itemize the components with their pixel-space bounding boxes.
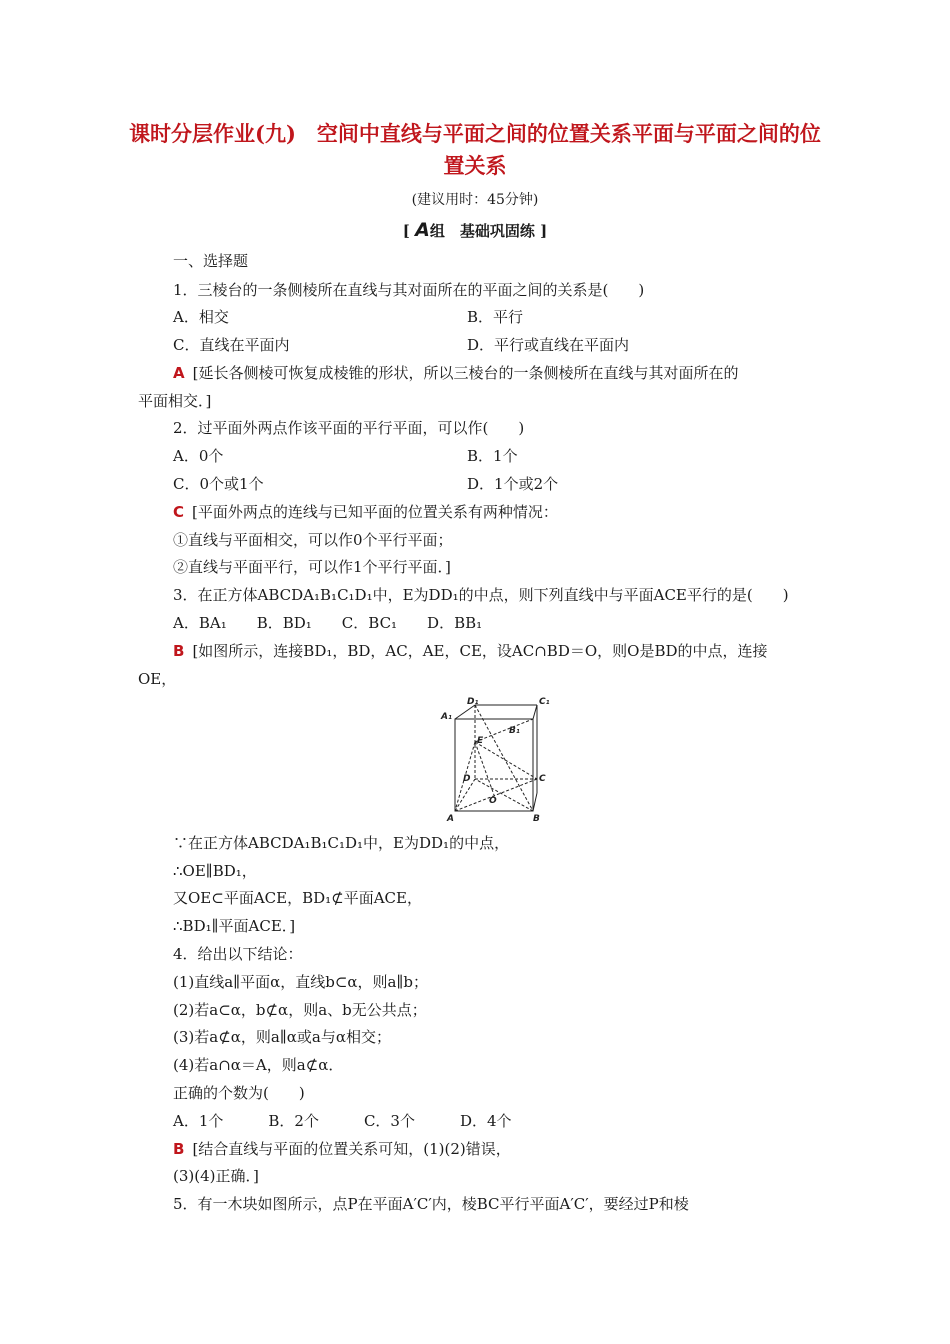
group-text: 组 基础巩固练 [429,222,535,240]
group-heading [0,219,950,241]
q4-explanation [173,1139,511,1159]
label-b1: B₁ [509,726,520,736]
label-b: B [533,814,540,823]
q4-options: A．1个 B．2个 C．3个 D．4个 [173,1112,512,1130]
q3-answer: B [173,642,185,660]
q2-option-a: A．0个 [173,447,224,465]
page-title: 课时分层作业(九) 空间中直线与平面之间的位置关系平面与平面之间的位置关系 [129,121,821,178]
q2-explanation [173,502,558,522]
q2-expl-line2: ①直线与平面相交，可以作0个平行平面； [173,531,453,549]
q3-proof-line3: 又OE⊂平面ACE，BD₁⊄平面ACE， [173,889,422,907]
cube-figure [437,697,557,823]
q1-option-d: D．平行或直线在平面内 [467,336,630,354]
q1-expl-line2: 平面相交．] [138,392,212,410]
q4-statement-4: (4)若a∩α＝A，则a⊄α． [173,1056,344,1074]
q5-stem: 5．有一木块如图所示，点P在平面A′C′内，棱BC平行平面A′C′，要经过P和棱 [173,1195,689,1213]
label-e: E [477,736,484,746]
q4-question: 正确的个数为( ) [173,1084,305,1102]
label-d: D [463,774,471,784]
label-a: A [447,814,454,823]
q2-option-b: B．1个 [467,447,518,465]
label-o: O [489,796,497,806]
q4-answer: B [173,1140,185,1158]
label-c1: C₁ [539,697,550,707]
q4-stem: 4．给出以下结论： [173,945,303,963]
group-letter: A [415,219,430,241]
label-c: C [539,774,546,784]
group-bracket-close: ] [540,222,548,240]
q4-expl-line1: [结合直线与平面的位置关系可知，(1)(2)错误， [192,1140,511,1158]
q2-answer: C [173,503,185,521]
q1-stem: 1．三棱台的一条侧棱所在直线与其对面所在的平面之间的关系是( ) [173,281,645,299]
q2-expl-line1: [平面外两点的连线与已知平面的位置关系有两种情况： [192,503,558,521]
q3-proof-line2: ∴OE∥BD₁， [173,862,257,880]
q3-explanation [173,641,768,661]
q1-explanation [173,363,738,383]
q3-options: A．BA₁ B．BD₁ C．BC₁ D．BB₁ [173,614,483,632]
section-heading: 一、选择题 [173,252,249,270]
group-bracket-open: [ [402,222,410,240]
q2-option-c: C．0个或1个 [173,475,264,493]
q4-statement-3: (3)若a⊄α，则a∥α或a与α相交； [173,1028,391,1046]
q2-stem: 2．过平面外两点作该平面的平行平面，可以作( ) [173,419,525,437]
q4-expl-line2: (3)(4)正确．] [173,1167,259,1185]
q1-option-c: C．直线在平面内 [173,336,290,354]
q3-stem: 3．在正方体ABCDA₁B₁C₁D₁中，E为DD₁的中点，则下列直线中与平面ACE平行的是( ) [173,586,789,604]
q2-option-d: D．1个或2个 [467,475,559,493]
q3-expl-line2: OE， [138,670,177,688]
q3-expl-line1: [如图所示，连接BD₁，BD，AC，AE，CE，设AC∩BD＝O，则O是BD的中点，连接 [192,642,768,660]
q3-proof-line1: ∵在正方体ABCDA₁B₁C₁D₁中，E为DD₁的中点， [173,834,510,852]
q1-expl-line1: [延长各侧棱可恢复成棱锥的形状，所以三棱台的一条侧棱所在直线与其对面所在的 [192,364,739,382]
q2-expl-line3: ②直线与平面平行，可以作1个平行平面．] [173,558,451,576]
q1-option-b: B．平行 [467,308,524,326]
suggested-time: (建议用时：45分钟) [411,192,539,208]
q4-statement-2: (2)若a⊂α，b⊄α，则a、b无公共点； [173,1001,427,1019]
label-a1: A₁ [441,712,452,722]
label-d1: D₁ [467,697,479,707]
q1-answer: A [173,364,185,382]
q3-proof-line4: ∴BD₁∥平面ACE．] [173,917,296,935]
q1-option-a: A．相交 [173,308,229,326]
q4-statement-1: (1)直线a∥平面α，直线b⊂α，则a∥b； [173,973,429,991]
